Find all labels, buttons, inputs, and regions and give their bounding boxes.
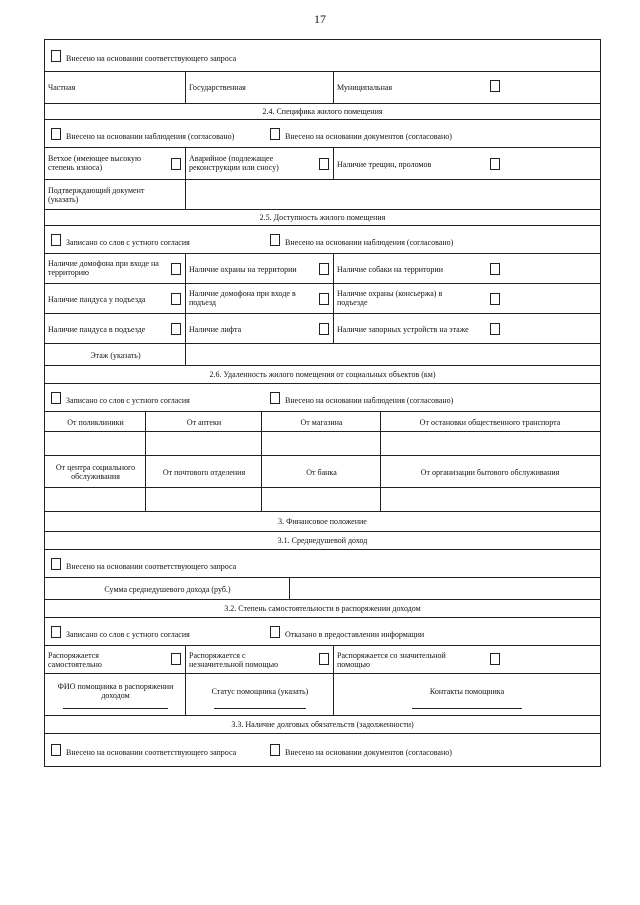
shop-label: От магазина	[300, 418, 343, 427]
s32-refused-checkbox[interactable]	[270, 626, 280, 638]
s31-request-label: Внесено на основании соответствующего запроса	[66, 562, 237, 571]
services-value[interactable]	[381, 488, 600, 511]
section-2-6-header: 2.6. Удаленность жилого помещения от социальных объектов (км)	[45, 366, 600, 384]
major-help-label: Распоряжается со значительной помощью	[337, 651, 446, 669]
s32-refused-label: Отказано в предоставлении информации	[285, 630, 425, 639]
bank-label: От банка	[306, 468, 337, 477]
social-center-value[interactable]	[45, 488, 146, 511]
s26-observation-checkbox[interactable]	[270, 392, 280, 404]
helper-contacts-label: Контакты помощника	[429, 687, 505, 696]
social-center-label: От центра социального обслуживания	[55, 463, 136, 481]
concierge-label: Наличие охраны (консьержа) в подъезде	[337, 289, 443, 307]
helper-name-line[interactable]	[63, 708, 168, 709]
pharmacy-value[interactable]	[146, 432, 262, 455]
concierge-checkbox[interactable]	[490, 293, 500, 305]
ownership-private: Частная	[48, 83, 76, 92]
request-row	[45, 40, 600, 72]
bank-value[interactable]	[262, 488, 381, 511]
section-3-3-header: 3.3. Наличие долговых обязательств (задолженности)	[45, 716, 600, 734]
s25-oral-label: Записано со слов с устного согласия	[66, 238, 190, 247]
intercom-entrance-label: Наличие домофона при входе в подъезд	[189, 289, 296, 307]
section-2-4-header: 2.4. Специфика жилого помещения	[45, 104, 600, 120]
post-value[interactable]	[146, 488, 262, 511]
section-3-2-header: 3.2. Степень самостоятельности в распоряжении доходом	[45, 600, 600, 618]
shop-value[interactable]	[262, 432, 381, 455]
section-3-1-header: 3.1. Среднедушевой доход	[45, 532, 600, 550]
minor-help-label: Распоряжается с незначительной помощью	[189, 651, 279, 669]
s32-source-row	[45, 618, 600, 646]
cracks-label: Наличие трещин, проломов	[337, 160, 432, 169]
dilapidated-label: Ветхое (имеющее высокую степень износа)	[48, 154, 141, 172]
section-3-header: 3. Финансовое положение	[45, 512, 600, 532]
security-territory-checkbox[interactable]	[319, 263, 329, 275]
ramp-inside-label: Наличие пандуса в подъезде	[48, 325, 146, 334]
pharmacy-label: От аптеки	[186, 418, 222, 427]
municipal-checkbox[interactable]	[490, 80, 500, 92]
intercom-entrance-checkbox[interactable]	[319, 293, 329, 305]
security-territory-label: Наличие охраны на территории	[189, 265, 297, 274]
elevator-checkbox[interactable]	[319, 323, 329, 335]
questionnaire-form	[44, 39, 601, 767]
s33-documents-label: Внесено на основании документов (согласовано)	[285, 748, 452, 757]
ramp-inside-checkbox[interactable]	[171, 323, 181, 335]
s33-documents-checkbox[interactable]	[270, 744, 280, 756]
s26-source-row	[45, 384, 600, 412]
self-label: Распоряжается самостоятельно	[48, 651, 102, 669]
request-label: Внесено на основании соответствующего запроса	[66, 54, 237, 63]
floor-label: Этаж (указать)	[90, 351, 141, 360]
locks-checkbox[interactable]	[490, 323, 500, 335]
s24-observation-checkbox[interactable]	[51, 128, 61, 140]
distance-header-row-1	[45, 412, 600, 432]
s24-condition-row	[45, 148, 600, 180]
s32-degree-row	[45, 646, 600, 674]
dogs-label: Наличие собаки на территории	[337, 265, 443, 274]
s25-territory-row	[45, 254, 600, 284]
locks-label: Наличие запорных устройств на этаже	[337, 325, 469, 334]
s32-oral-label: Записано со слов с устного согласия	[66, 630, 190, 639]
major-help-checkbox[interactable]	[490, 653, 500, 665]
s24-documents-checkbox[interactable]	[270, 128, 280, 140]
ramp-entrance-label: Наличие пандуса у подъезда	[48, 295, 146, 304]
clinic-value[interactable]	[45, 432, 146, 455]
confirming-doc-label: Подтверждающий документ (указать)	[48, 186, 145, 204]
s26-observation-label: Внесено на основании наблюдения (согласовано)	[285, 396, 454, 405]
s25-entrance-row	[45, 284, 600, 314]
s25-oral-checkbox[interactable]	[51, 234, 61, 246]
s24-observation-label: Внесено на основании наблюдения (согласовано)	[66, 132, 235, 141]
ownership-row	[45, 72, 600, 104]
s33-request-checkbox[interactable]	[51, 744, 61, 756]
intercom-territory-checkbox[interactable]	[171, 263, 181, 275]
s26-oral-label: Записано со слов с устного согласия	[66, 396, 190, 405]
transport-value[interactable]	[381, 432, 600, 455]
distance-value-row-2	[45, 488, 600, 512]
intercom-territory-label: Наличие домофона при входе на территорию	[48, 259, 159, 277]
dogs-checkbox[interactable]	[490, 263, 500, 275]
s24-source-row	[45, 120, 600, 148]
distance-value-row-1	[45, 432, 600, 456]
s33-source-row	[45, 734, 600, 766]
s25-inside-row	[45, 314, 600, 344]
floor-field[interactable]	[186, 344, 600, 365]
s24-doc-row	[45, 180, 600, 210]
s33-request-label: Внесено на основании соответствующего запроса	[66, 748, 237, 757]
helper-row	[45, 674, 600, 716]
post-label: От почтового отделения	[162, 468, 246, 477]
income-sum-field[interactable]	[290, 578, 600, 599]
confirming-doc-field[interactable]	[186, 180, 600, 209]
helper-contacts-line[interactable]	[412, 708, 522, 709]
income-sum-row	[45, 578, 600, 600]
clinic-label: От поликлиники	[67, 418, 124, 427]
s25-observation-label: Внесено на основании наблюдения (согласовано)	[285, 238, 454, 247]
ownership-state: Государственная	[189, 83, 246, 92]
s25-observation-checkbox[interactable]	[270, 234, 280, 246]
emergency-checkbox[interactable]	[319, 158, 329, 170]
income-sum-label: Сумма среднедушевого дохода (руб.)	[104, 585, 231, 594]
minor-help-checkbox[interactable]	[319, 653, 329, 665]
ramp-entrance-checkbox[interactable]	[171, 293, 181, 305]
floor-row	[45, 344, 600, 366]
services-label: От организации бытового обслуживания	[420, 468, 560, 477]
request-checkbox[interactable]	[51, 50, 61, 62]
s31-source-row	[45, 550, 600, 578]
distance-header-row-2	[45, 456, 600, 488]
page-number: 17	[314, 12, 326, 26]
s26-oral-checkbox[interactable]	[51, 392, 61, 404]
helper-name-label: ФИО помощника в распоряжении доходом	[57, 682, 174, 700]
s32-oral-checkbox[interactable]	[51, 626, 61, 638]
cracks-checkbox[interactable]	[490, 158, 500, 170]
elevator-label: Наличие лифта	[189, 325, 242, 334]
helper-status-label: Статус помощника (указать)	[211, 687, 309, 696]
transport-label: От остановки общественного транспорта	[419, 418, 561, 427]
ownership-municipal: Муниципальная	[337, 83, 393, 92]
emergency-label: Аварийное (подлежащее реконструкции или сносу)	[189, 154, 279, 172]
section-2-5-header: 2.5. Доступность жилого помещения	[45, 210, 600, 226]
self-checkbox[interactable]	[171, 653, 181, 665]
dilapidated-checkbox[interactable]	[171, 158, 181, 170]
helper-status-line[interactable]	[214, 708, 306, 709]
s24-documents-label: Внесено на основании документов (согласовано)	[285, 132, 452, 141]
s25-source-row	[45, 226, 600, 254]
s31-request-checkbox[interactable]	[51, 558, 61, 570]
